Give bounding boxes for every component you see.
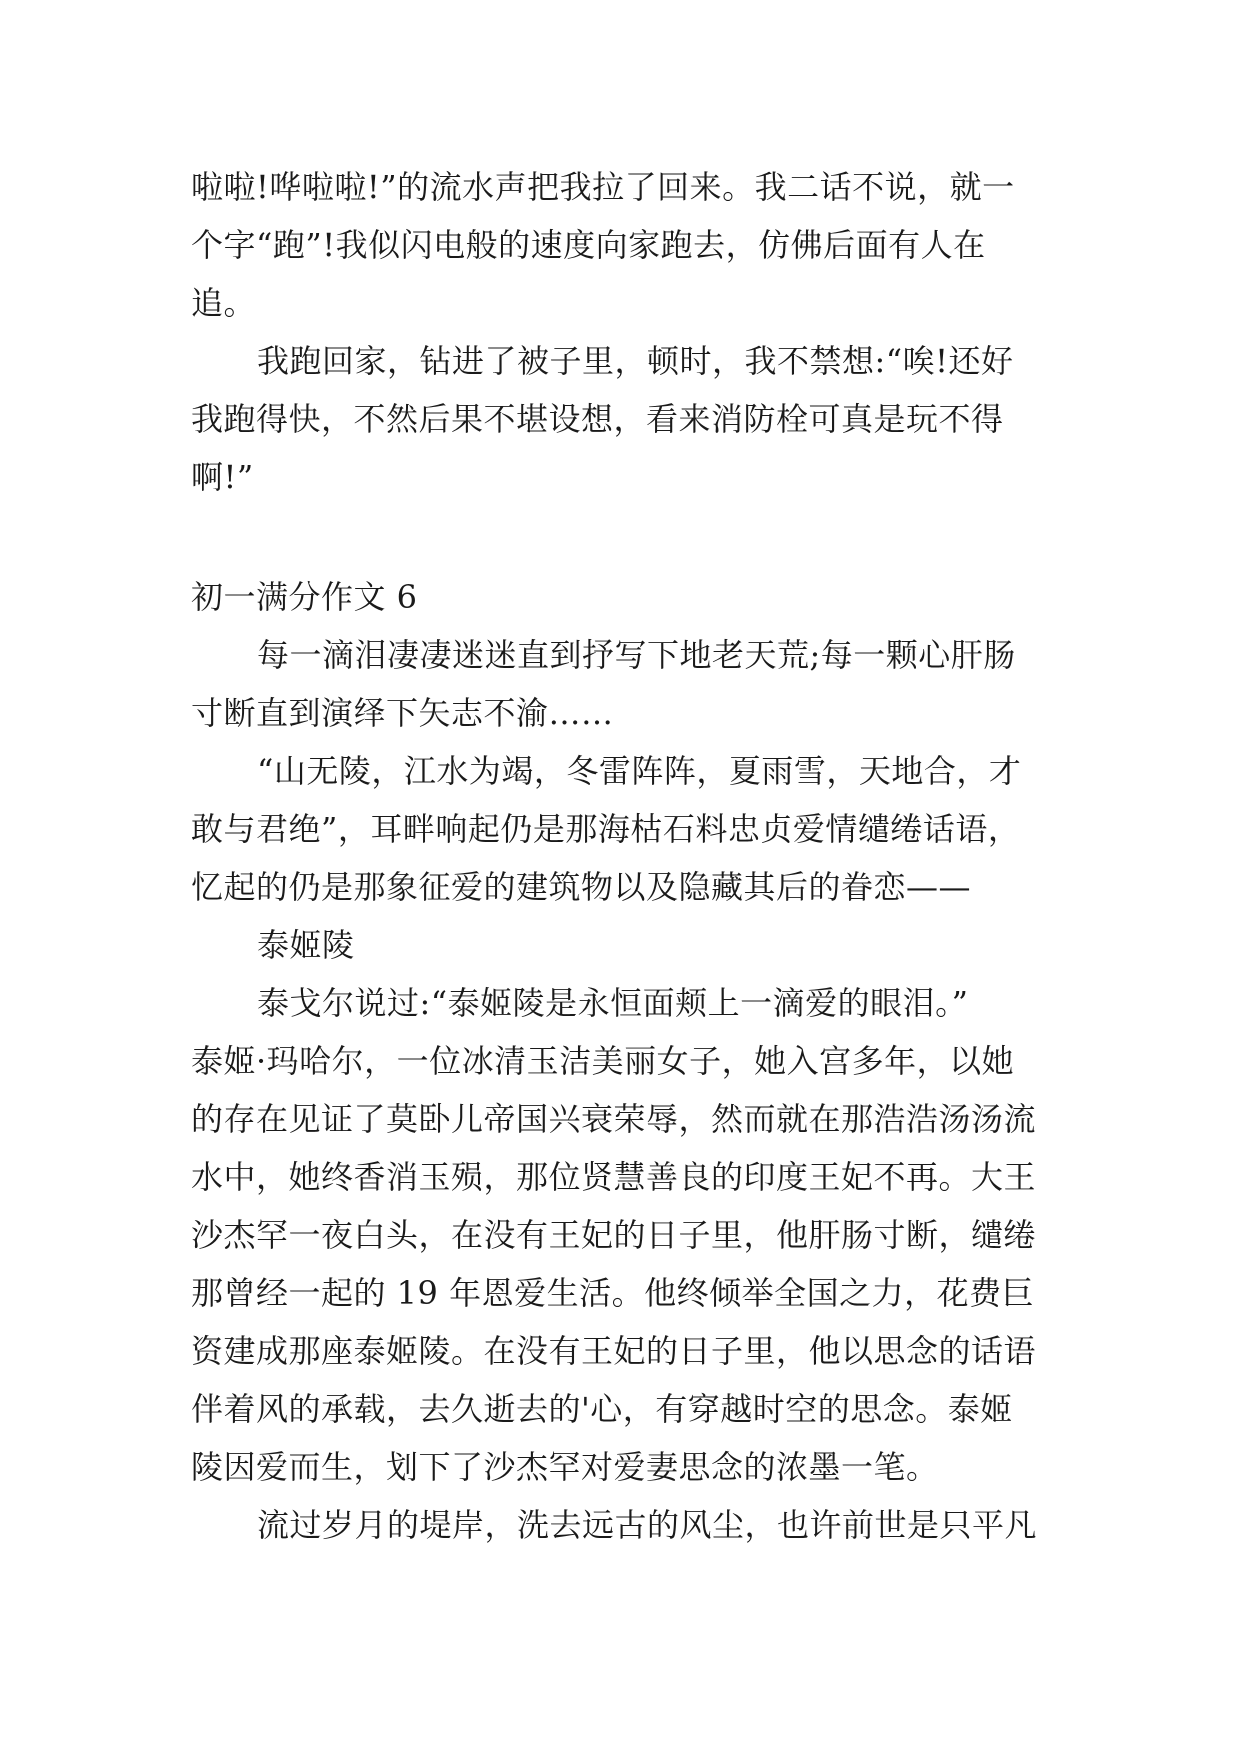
text-line: 陵因爱而生，划下了沙杰罕对爱妻思念的浓墨一笔。 [191, 1448, 939, 1486]
document-body [191, 158, 1053, 1554]
text-line: 泰姬陵 [257, 926, 355, 964]
text-line: 每一滴泪凄凄迷迷直到抒写下地老天荒;每一颗心肝肠 [257, 636, 1016, 674]
text-line: 伴着风的承载，去久逝去的'心，有穿越时空的思念。泰姬 [191, 1390, 1013, 1428]
text-line: 流过岁月的堤岸，洗去远古的风尘，也许前世是只平凡 [257, 1506, 1038, 1544]
text-line: 沙杰罕一夜白头，在没有王妃的日子里，他肝肠寸断，缱绻 [191, 1216, 1037, 1254]
text-line: 那曾经一起的 19 年恩爱生活。他终倾举全国之力，花费巨 [191, 1274, 1035, 1312]
text-line: 个字“跑”!我似闪电般的速度向家跑去，仿佛后面有人在 [191, 226, 986, 264]
text-line: 寸断直到演绎下矢志不渝…… [191, 694, 614, 732]
section-title: 初一满分作文 6 [191, 578, 418, 616]
paragraph-5 [191, 1496, 1053, 1554]
text-line: 水中，她终香消玉殒，那位贤慧善良的印度王妃不再。大王 [191, 1158, 1037, 1196]
paragraph-4 [191, 974, 1053, 1496]
text-line: 我跑回家，钻进了被子里，顿时，我不禁想:“唉!还好 [257, 342, 1014, 380]
text-line: 追。 [191, 284, 257, 322]
text-line: 忆起的仍是那象征爱的建筑物以及隐藏其后的眷恋—— [191, 868, 972, 906]
text-line: 我跑得快，不然后果不堪设想，看来消防栓可真是玩不得 [191, 400, 1004, 438]
paragraph-1 [191, 626, 1053, 742]
paragraph-continuation [191, 158, 1053, 332]
text-line: 啊!” [191, 458, 254, 496]
text-line: 泰姬·玛哈尔，一位冰清玉洁美丽女子，她入宫多年，以她 [191, 1042, 1015, 1080]
text-line: “山无陵，江水为竭，冬雷阵阵，夏雨雪，天地合，才 [257, 752, 1022, 790]
text-line: 泰戈尔说过:“泰姬陵是永恒面颊上一滴爱的眼泪。” [257, 984, 969, 1022]
paragraph-ending [191, 332, 1053, 506]
paragraph-2 [191, 742, 1053, 916]
section-spacer [191, 506, 1053, 568]
text-line: 资建成那座泰姬陵。在没有王妃的日子里，他以思念的话语 [191, 1332, 1037, 1370]
text-line: 敢与君绝”，耳畔响起仍是那海枯石料忠贞爱情缱绻话语， [191, 810, 1021, 848]
text-line: 啦啦!哗啦啦!”的流水声把我拉了回来。我二话不说，就一 [191, 168, 1015, 206]
text-line: 的存在见证了莫卧儿帝国兴衰荣辱，然而就在那浩浩汤汤流 [191, 1100, 1037, 1138]
paragraph-3 [191, 916, 1053, 974]
